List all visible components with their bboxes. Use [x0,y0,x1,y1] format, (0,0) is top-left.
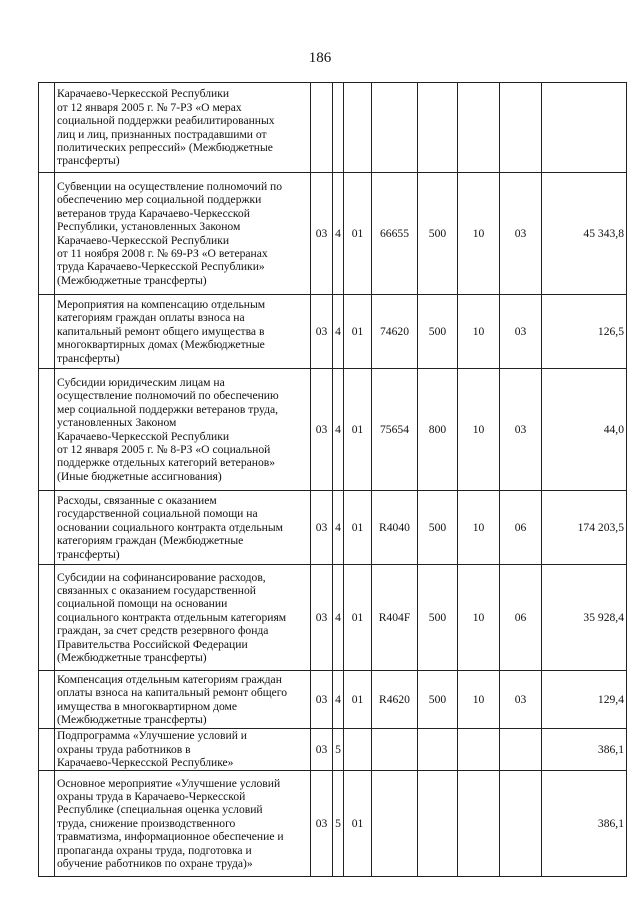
code-cs2 [372,83,418,173]
code-b: 03 [500,173,542,295]
code-cs1: 01 [344,565,372,671]
budget-table-body [39,83,627,877]
code-cs2 [372,729,418,771]
table-row [39,771,627,877]
code-vr [418,771,458,877]
code-rz: 03 [311,771,333,877]
code-cs1: 01 [344,369,372,491]
code-cs2: 75654 [372,369,418,491]
amount: 44,0 [542,369,627,491]
amount: 35 928,4 [542,565,627,671]
code-a [458,771,500,877]
code-cs1 [344,83,372,173]
code-pr: 4 [333,295,344,369]
code-rz: 03 [311,565,333,671]
code-a: 10 [458,173,500,295]
row-name: Основное мероприятие «Улучшение условий охраны труда в Карачаево-Черкесской Республике (специальная оценка условий труда, снижение производственного травматизма, информационное обеспечение и пропаганда охраны труда, подготовка и обучение работников по охране труда)» [55,771,311,877]
code-rz: 03 [311,729,333,771]
table-row [39,83,627,173]
code-a: 10 [458,565,500,671]
code-pr: 5 [333,771,344,877]
amount [542,83,627,173]
code-b [500,771,542,877]
code-rz: 03 [311,671,333,729]
row-name: Подпрограмма «Улучшение условий и охраны труда работников в Карачаево-Черкесской Республике» [55,729,311,771]
row-margin-cell [39,295,55,369]
code-rz: 03 [311,369,333,491]
table-row [39,173,627,295]
code-rz: 03 [311,491,333,565]
code-cs2: 66655 [372,173,418,295]
table-row [39,295,627,369]
code-vr: 800 [418,369,458,491]
code-vr [418,83,458,173]
code-rz: 03 [311,173,333,295]
code-cs1: 01 [344,771,372,877]
code-b: 06 [500,491,542,565]
code-rz: 03 [311,295,333,369]
table-row [39,565,627,671]
row-name: Компенсация отдельным категориям граждан оплаты взноса на капитальный ремонт общего имущества в многоквартирном доме (Межбюджетные трансферты) [55,671,311,729]
amount: 126,5 [542,295,627,369]
row-margin-cell [39,83,55,173]
code-a: 10 [458,295,500,369]
code-pr: 4 [333,173,344,295]
code-pr [333,83,344,173]
code-cs1: 01 [344,491,372,565]
code-cs1 [344,729,372,771]
row-name: Мероприятия на компенсацию отдельным категориям граждан оплаты взноса на капитальный ремонт общего имущества в многоквартирных домах (Межбюджетные трансферты) [55,295,311,369]
amount: 129,4 [542,671,627,729]
code-b: 03 [500,295,542,369]
amount: 45 343,8 [542,173,627,295]
code-b [500,83,542,173]
row-margin-cell [39,173,55,295]
code-pr: 4 [333,491,344,565]
code-a [458,83,500,173]
code-a: 10 [458,671,500,729]
row-margin-cell [39,565,55,671]
code-cs1: 01 [344,295,372,369]
code-vr: 500 [418,295,458,369]
code-pr: 5 [333,729,344,771]
code-cs2: R4620 [372,671,418,729]
row-name: Субсидии юридическим лицам на осуществление полномочий по обеспечению мер социальной поддержки ветеранов труда, установленных Законом Карачаево-Черкесской Республики от 12 января 2005 г. № 8-РЗ «О социальной поддержке отдельных категорий ветеранов» (Иные бюджетные ассигнования) [55,369,311,491]
code-vr: 500 [418,491,458,565]
code-cs1: 01 [344,173,372,295]
code-b: 06 [500,565,542,671]
code-pr: 4 [333,565,344,671]
row-margin-cell [39,729,55,771]
code-pr: 4 [333,369,344,491]
row-margin-cell [39,369,55,491]
code-cs2 [372,771,418,877]
code-vr [418,729,458,771]
table-row [39,729,627,771]
code-vr: 500 [418,671,458,729]
code-a [458,729,500,771]
code-a: 10 [458,491,500,565]
amount: 174 203,5 [542,491,627,565]
amount: 386,1 [542,729,627,771]
code-cs2: 74620 [372,295,418,369]
code-cs2: R4040 [372,491,418,565]
page-number: 186 [308,50,332,66]
table-row [39,369,627,491]
row-margin-cell [39,671,55,729]
code-vr: 500 [418,173,458,295]
budget-table [38,82,627,877]
code-a: 10 [458,369,500,491]
row-margin-cell [39,491,55,565]
code-b: 03 [500,671,542,729]
table-row [39,671,627,729]
amount: 386,1 [542,771,627,877]
table-row [39,491,627,565]
row-margin-cell [39,771,55,877]
code-cs1: 01 [344,671,372,729]
row-name: Расходы, связанные с оказанием государственной социальной помощи на основании социального контракта отдельным категориям граждан (Межбюджетные трансферты) [55,491,311,565]
code-pr: 4 [333,671,344,729]
code-b [500,729,542,771]
code-b: 03 [500,369,542,491]
row-name: Карачаево-Черкесской Республики от 12 января 2005 г. № 7-РЗ «О мерах социальной поддержки реабилитированных лиц и лиц, признанных пострадавшими от политических репрессий» (Межбюджетные трансферты) [55,83,311,173]
code-vr: 500 [418,565,458,671]
row-name: Субвенции на осуществление полномочий по обеспечению мер социальной поддержки ветеранов труда Карачаево-Черкесской Республики, установленных Законом Карачаево-Черкесской Республики от 11 ноября 2008 г. № 69-РЗ «О ветеранах труда Карачаево-Черкесской Республики» (Межбюджетные трансферты) [55,173,311,295]
code-cs2: R404F [372,565,418,671]
row-name: Субсидии на софинансирование расходов, связанных с оказанием государственной социальной помощи на основании социального контракта отдельным категориям граждан, за счет средств резервного фонда Правительства Российской Федерации (Межбюджетные трансферты) [55,565,311,671]
code-rz [311,83,333,173]
